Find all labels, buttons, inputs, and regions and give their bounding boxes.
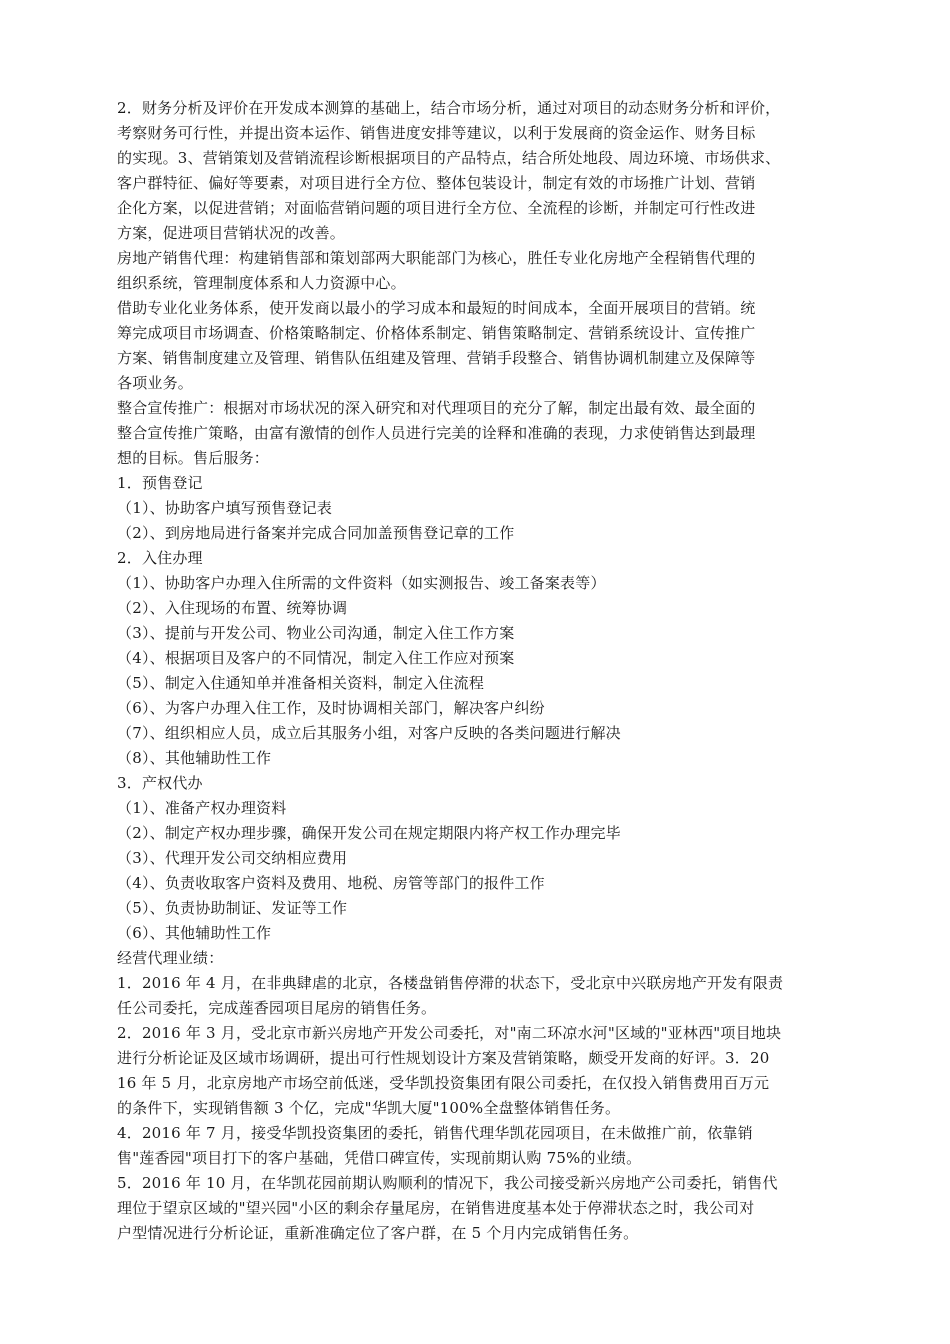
text-line: 组织系统，管理制度体系和人力资源中心。 bbox=[117, 274, 406, 292]
text-line: 经营代理业绩： bbox=[117, 949, 224, 967]
text-line: 整合宣传推广：根据对市场状况的深入研究和对代理项目的充分了解，制定出最有效、最全面的 bbox=[117, 399, 756, 417]
text-line: （3）、代理开发公司交纳相应费用 bbox=[117, 849, 348, 867]
document-body bbox=[117, 96, 857, 1246]
text-line: 房地产销售代理：构建销售部和策划部两大职能部门为核心，胜任专业化房地产全程销售代理的 bbox=[117, 249, 756, 267]
text-line: 1．预售登记 bbox=[117, 474, 203, 492]
text-line: （2）、到房地局进行备案并完成合同加盖预售登记章的工作 bbox=[117, 524, 515, 542]
text-line: 3．产权代办 bbox=[117, 774, 203, 792]
text-line: （2）、入住现场的布置、统筹协调 bbox=[117, 599, 348, 617]
text-line: 各项业务。 bbox=[117, 374, 194, 392]
text-line: 方案、销售制度建立及管理、销售队伍组建及管理、营销手段整合、销售协调机制建立及保障等 bbox=[117, 349, 756, 367]
text-line: （8）、其他辅助性工作 bbox=[117, 749, 272, 767]
text-line: （1）、协助客户填写预售登记表 bbox=[117, 499, 333, 517]
text-line: 理位于望京区域的"望兴园"小区的剩余存量尾房，在销售进度基本处于停滞状态之时，我公司对 bbox=[117, 1199, 755, 1217]
text-line: 2．财务分析及评价在开发成本测算的基础上，结合市场分析，通过对项目的动态财务分析和评价， bbox=[117, 99, 781, 117]
text-line: （4）、根据项目及客户的不同情况，制定入住工作应对预案 bbox=[117, 649, 515, 667]
text-line: 售"莲香园"项目打下的客户基础，凭借口碑宣传，实现前期认购 75%的业绩。 bbox=[117, 1149, 642, 1167]
text-line: 4．2016 年 7 月，接受华凯投资集团的委托，销售代理华凯花园项目，在未做推广前，依靠销 bbox=[117, 1124, 753, 1142]
text-line: 户型情况进行分析论证，重新准确定位了客户群，在 5 个月内完成销售任务。 bbox=[117, 1224, 639, 1242]
text-line: 借助专业化业务体系，使开发商以最小的学习成本和最短的时间成本，全面开展项目的营销。统 bbox=[117, 299, 756, 317]
text-line: （1）、准备产权办理资料 bbox=[117, 799, 287, 817]
text-line: 5．2016 年 10 月，在华凯花园前期认购顺利的情况下，我公司接受新兴房地产公司委托，销售代 bbox=[117, 1174, 778, 1192]
text-line: 方案，促进项目营销状况的改善。 bbox=[117, 224, 346, 242]
text-line: 的条件下，实现销售额 3 个亿，完成"华凯大厦"100%全盘整体销售任务。 bbox=[117, 1099, 621, 1117]
text-line: 的实现。3、营销策划及营销流程诊断根据项目的产品特点，结合所处地段、周边环境、市场供求、 bbox=[117, 149, 781, 167]
text-line: 整合宣传推广策略，由富有激情的创作人员进行完美的诠释和准确的表现，力求使销售达到最理 bbox=[117, 424, 756, 442]
text-line: 16 年 5 月，北京房地产市场空前低迷，受华凯投资集团有限公司委托，在仅投入销售费用百万元 bbox=[117, 1074, 770, 1092]
text-line: 客户群特征、偏好等要素，对项目进行全方位、整体包装设计，制定有效的市场推广计划、营销 bbox=[117, 174, 756, 192]
text-line: 2．2016 年 3 月，受北京市新兴房地产开发公司委托，对"南二环凉水河"区域的"亚林西"项目地块 bbox=[117, 1024, 782, 1042]
text-line: 任公司委托，完成莲香园项目尾房的销售任务。 bbox=[117, 999, 437, 1017]
text-line: 进行分析论证及区域市场调研，提出可行性规划设计方案及营销策略，颇受开发商的好评。3．20 bbox=[117, 1049, 770, 1067]
text-line: （5）、制定入住通知单并准备相关资料，制定入住流程 bbox=[117, 674, 485, 692]
text-line: （5）、负责协助制证、发证等工作 bbox=[117, 899, 348, 917]
text-line: （3）、提前与开发公司、物业公司沟通，制定入住工作方案 bbox=[117, 624, 515, 642]
text-line: （6）、其他辅助性工作 bbox=[117, 924, 272, 942]
text-line: 想的目标。售后服务： bbox=[117, 449, 270, 467]
text-line: 2．入住办理 bbox=[117, 549, 203, 567]
text-line: （1）、协助客户办理入住所需的文件资料（如实测报告、竣工备案表等） bbox=[117, 574, 606, 592]
text-line: （6）、为客户办理入住工作，及时协调相关部门，解决客户纠纷 bbox=[117, 699, 545, 717]
text-line: 考察财务可行性，并提出资本运作、销售进度安排等建议，以利于发展商的资金运作、财务目标 bbox=[117, 124, 756, 142]
text-line: （4）、负责收取客户资料及费用、地税、房管等部门的报件工作 bbox=[117, 874, 545, 892]
text-line: （2）、制定产权办理步骤，确保开发公司在规定期限内将产权工作办理完毕 bbox=[117, 824, 621, 842]
text-line: （7）、组织相应人员，成立后其服务小组，对客户反映的各类问题进行解决 bbox=[117, 724, 621, 742]
text-line: 筹完成项目市场调查、价格策略制定、价格体系制定、销售策略制定、营销系统设计、宣传推广 bbox=[117, 324, 756, 342]
text-line: 1．2016 年 4 月，在非典肆虐的北京，各楼盘销售停滞的状态下，受北京中兴联房地产开发有限责 bbox=[117, 974, 784, 992]
text-line: 企化方案，以促进营销；对面临营销问题的项目进行全方位、全流程的诊断，并制定可行性改进 bbox=[117, 199, 756, 217]
